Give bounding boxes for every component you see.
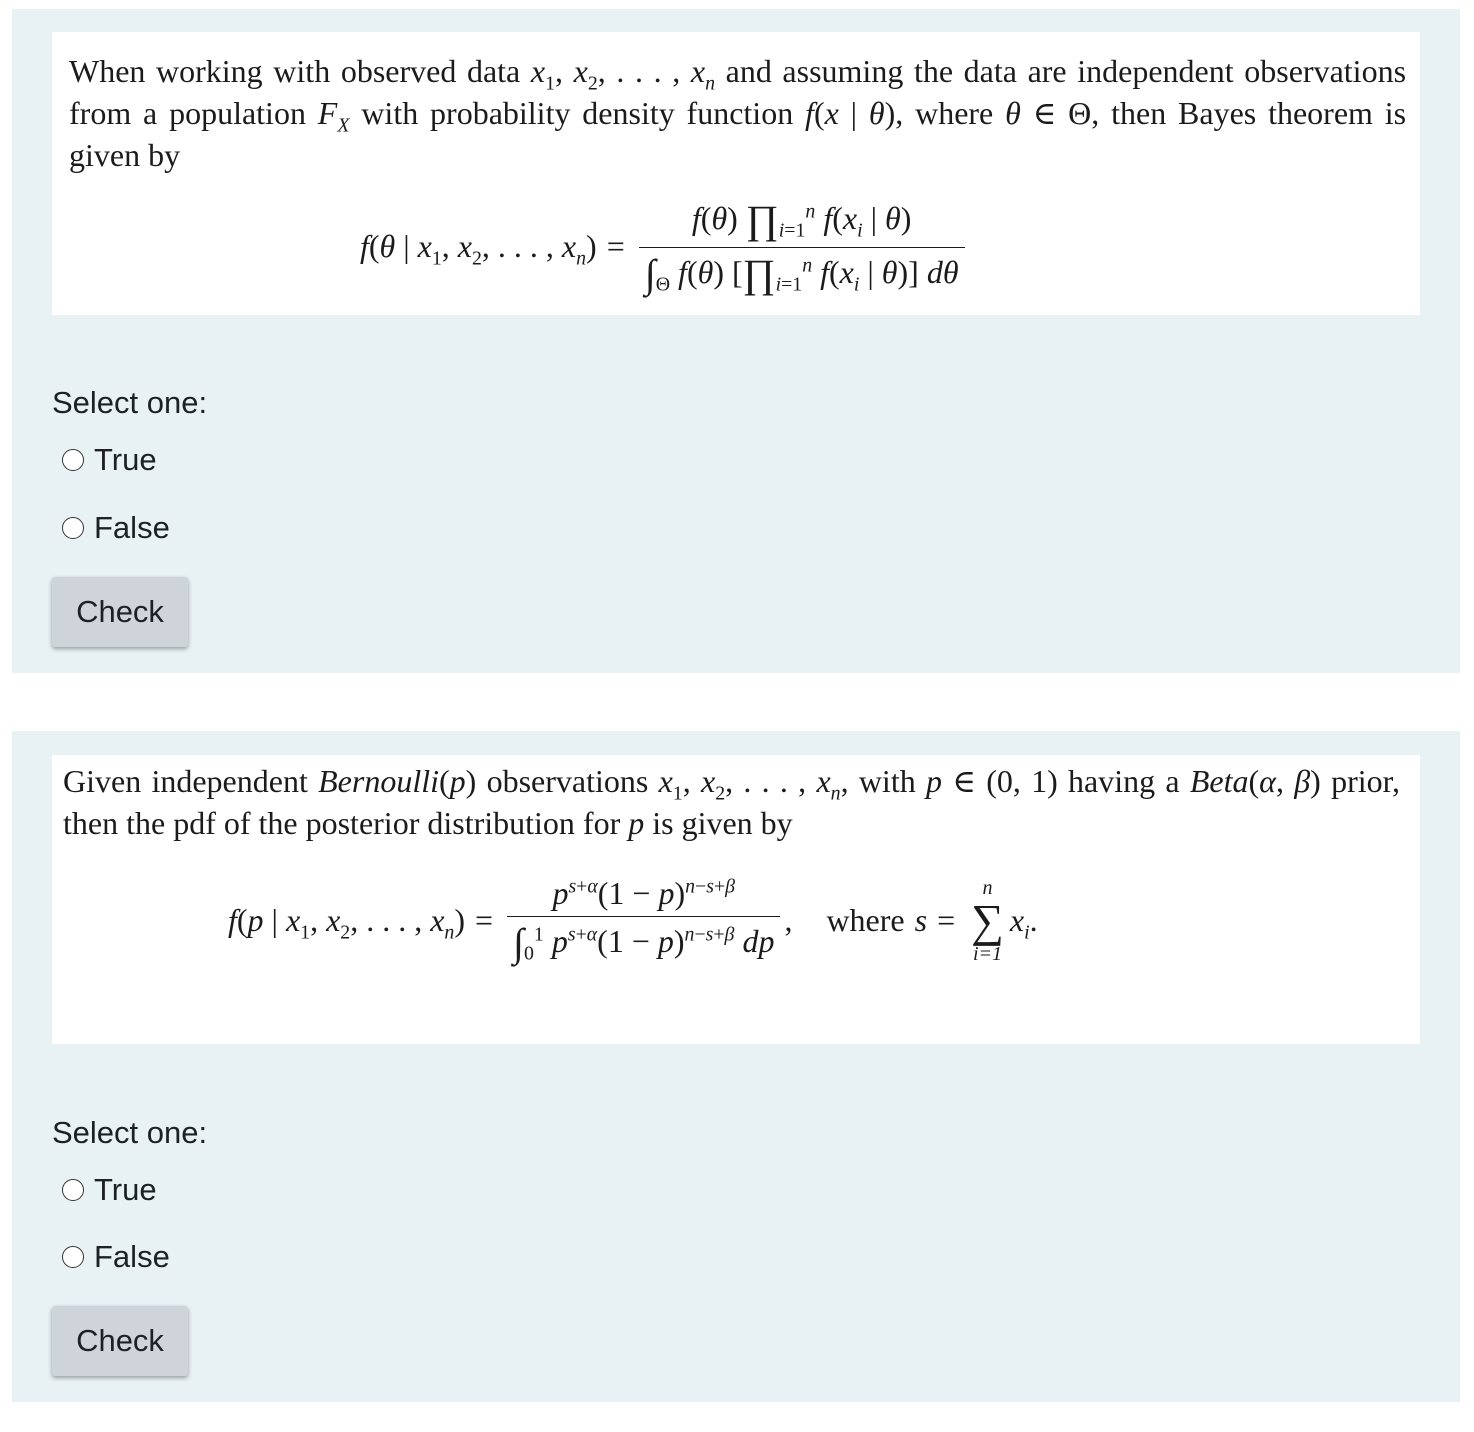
question-1-text	[52, 32, 1420, 315]
question-2	[12, 731, 1460, 1402]
question-2-paragraph: Given independent Bernoulli(p) observations $x_1$, $x_2$, . . . , $x_n$, with p ∈ (0, 1) having a Beta(α, β) prior, then the pdf of the posterior distribution for p is given by	[63, 763, 1401, 841]
option-false[interactable]	[62, 510, 170, 546]
q1-intro-text: When working with observed data	[69, 53, 521, 89]
q1-then-text: , then Bayes theorem is given by	[69, 95, 1407, 173]
q1-assume-text: and assuming the data are independent observations from a population	[69, 53, 1407, 131]
option-true[interactable]	[62, 442, 157, 478]
q2-isgiven-text: is given by	[652, 805, 793, 841]
select-one-label: Select one:	[52, 1115, 208, 1150]
check-button[interactable]: Check	[52, 577, 188, 647]
option-false-label: False	[94, 1239, 170, 1274]
radio-true[interactable]	[62, 1179, 84, 1201]
question-2-text	[52, 755, 1420, 1044]
radio-false[interactable]	[62, 517, 84, 539]
select-one-label: Select one:	[52, 385, 208, 420]
posterior-formula: f(p | $x_1$, $x_2$, . . . , $x_n$) = $\frac{p^{s+\alpha}(1 - p)^{n-s+\beta}}{\int_0^1 p^{s+\alpha}(1 - p)^{n-s+\beta} dp}$ , where s = n ∑ i=1 $x_i$.	[228, 875, 1038, 965]
question-1	[12, 9, 1460, 673]
check-button[interactable]: Check	[52, 1306, 188, 1376]
q2-with-text: , with	[840, 763, 916, 799]
q2-prior-text: prior, then the pdf of the posterior distribution for	[63, 763, 1401, 841]
radio-false[interactable]	[62, 1246, 84, 1268]
radio-true[interactable]	[62, 449, 84, 471]
option-true-label: True	[94, 1172, 157, 1207]
option-false-label: False	[94, 510, 170, 545]
q2-where-s-text: where	[826, 902, 905, 938]
q2-obs-text: observations	[486, 763, 649, 799]
q2-given-text: Given independent	[63, 763, 308, 799]
q1-where-text: , where	[895, 95, 994, 131]
q1-pdf-text: with probability density function	[361, 95, 794, 131]
q2-having-text: having a	[1068, 763, 1180, 799]
option-true[interactable]	[62, 1172, 157, 1208]
option-false[interactable]	[62, 1239, 170, 1275]
bayes-theorem-formula: f(θ | $x_1$, $x_2$, . . . , $x_n$) = $\frac{f(\theta) \prod_{i=1}^n f(x_i | \theta)}{\int_\Theta f(\theta) [\prod_{i=1}^n f(x_i | \theta)] d\theta}$	[360, 196, 969, 297]
question-1-paragraph: When working with observed data $x_1$, $x_2$, . . . , $x_n$ and assuming the data are independent observations from a population $F_X$ with probability density function f(x | θ), where θ ∈ Θ, then Bayes theorem is given by	[69, 53, 1407, 173]
option-true-label: True	[94, 442, 157, 477]
